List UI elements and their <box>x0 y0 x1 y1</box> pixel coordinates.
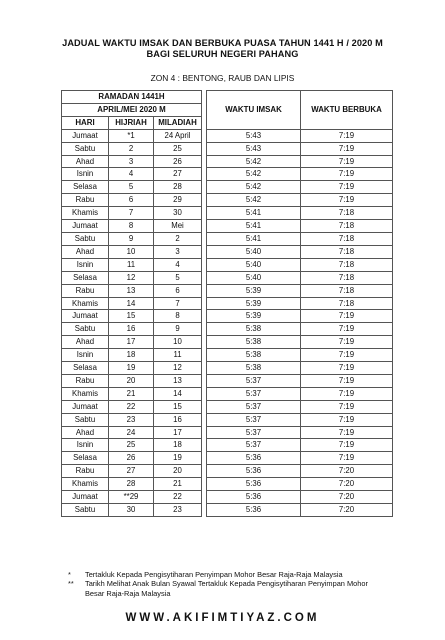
imsak-time-cell: 5:43 <box>207 142 301 155</box>
hari-header: HARI <box>62 116 109 129</box>
day-cell: Sabtu <box>62 142 109 155</box>
berbuka-time-cell: 7:19 <box>301 413 393 426</box>
miladiah-cell: 25 <box>154 142 202 155</box>
day-cell: Rabu <box>62 465 109 478</box>
hijriah-cell: 19 <box>109 362 154 375</box>
table-row <box>62 452 393 465</box>
berbuka-time-cell: 7:18 <box>301 232 393 245</box>
hijriah-cell: 28 <box>109 478 154 491</box>
month-header: APRIL/MEI 2020 M <box>62 103 202 116</box>
day-cell: Ahad <box>62 336 109 349</box>
day-cell: Selasa <box>62 181 109 194</box>
imsak-time-cell: 5:36 <box>207 478 301 491</box>
berbuka-time-cell: 7:19 <box>301 142 393 155</box>
table-row <box>62 155 393 168</box>
day-cell: Khamis <box>62 207 109 220</box>
table-row <box>62 310 393 323</box>
imsak-time-cell: 5:42 <box>207 168 301 181</box>
hijriah-cell: 18 <box>109 349 154 362</box>
footnote-mark: ** <box>68 579 74 589</box>
day-cell: Isnin <box>62 349 109 362</box>
table-row <box>62 297 393 310</box>
berbuka-time-cell: 7:19 <box>301 426 393 439</box>
imsak-time-cell: 5:36 <box>207 504 301 517</box>
table-row <box>62 284 393 297</box>
miladiah-cell: 12 <box>154 362 202 375</box>
miladiah-cell: 26 <box>154 155 202 168</box>
miladiah-cell: 29 <box>154 194 202 207</box>
imsak-time-cell: 5:36 <box>207 465 301 478</box>
table-row <box>62 168 393 181</box>
hijriah-cell: 9 <box>109 232 154 245</box>
hijriah-cell: 5 <box>109 181 154 194</box>
day-cell: Isnin <box>62 168 109 181</box>
day-cell: Isnin <box>62 439 109 452</box>
day-cell: Rabu <box>62 284 109 297</box>
hijriah-cell: 27 <box>109 465 154 478</box>
miladiah-cell: 22 <box>154 491 202 504</box>
miladiah-cell: 7 <box>154 297 202 310</box>
table-row <box>62 129 393 142</box>
imsak-time-cell: 5:41 <box>207 207 301 220</box>
miladiah-cell: 28 <box>154 181 202 194</box>
miladiah-cell: 14 <box>154 387 202 400</box>
hijriah-cell: 24 <box>109 426 154 439</box>
day-cell: Jumaat <box>62 220 109 233</box>
berbuka-time-cell: 7:18 <box>301 220 393 233</box>
hijriah-cell: *1 <box>109 129 154 142</box>
miladiah-cell: 24 April <box>154 129 202 142</box>
berbuka-time-cell: 7:19 <box>301 181 393 194</box>
footnote-text: Tarikh Melihat Anak Bulan Syawal Tertakluk Kepada Pengisytiharan Penyimpan Mohor Besar Raja-Raja Malaysia <box>85 579 368 598</box>
hijriah-cell: 7 <box>109 207 154 220</box>
hijriah-cell: 16 <box>109 323 154 336</box>
imsak-time-cell: 5:41 <box>207 220 301 233</box>
hijriah-cell: 25 <box>109 439 154 452</box>
footnote-mark: * <box>68 570 71 579</box>
hijriah-cell: 22 <box>109 400 154 413</box>
miladiah-cell: 2 <box>154 232 202 245</box>
miladiah-cell: 27 <box>154 168 202 181</box>
miladiah-cell: 6 <box>154 284 202 297</box>
day-cell: Sabtu <box>62 323 109 336</box>
day-cell: Khamis <box>62 297 109 310</box>
berbuka-time-cell: 7:19 <box>301 362 393 375</box>
hijriah-cell: 21 <box>109 387 154 400</box>
miladiah-cell: 18 <box>154 439 202 452</box>
imsak-time-cell: 5:37 <box>207 413 301 426</box>
table-row <box>62 362 393 375</box>
berbuka-time-cell: 7:19 <box>301 439 393 452</box>
zone-label: ZON 4 : BENTONG, RAUB DAN LIPIS <box>150 73 295 83</box>
imsak-time-cell: 5:38 <box>207 323 301 336</box>
imsak-time-cell: 5:37 <box>207 374 301 387</box>
table-row <box>62 194 393 207</box>
table-row <box>62 142 393 155</box>
footnotes <box>68 570 388 598</box>
website-footer: WWW.AKIFIMTIYAZ.COM <box>125 612 320 624</box>
miladiah-cell: Mei <box>154 220 202 233</box>
miladiah-cell: 19 <box>154 452 202 465</box>
hijriah-cell: 26 <box>109 452 154 465</box>
hijriah-cell: 15 <box>109 310 154 323</box>
miladiah-cell: 20 <box>154 465 202 478</box>
imsak-time-cell: 5:43 <box>207 129 301 142</box>
table-row <box>62 349 393 362</box>
imsak-time-cell: 5:42 <box>207 155 301 168</box>
miladiah-header: MILADIAH <box>154 116 202 129</box>
berbuka-time-cell: 7:20 <box>301 491 393 504</box>
table-row <box>62 465 393 478</box>
ramadan-header: RAMADAN 1441H <box>62 91 202 104</box>
hijriah-cell: 10 <box>109 245 154 258</box>
day-cell: Ahad <box>62 155 109 168</box>
imsak-time-cell: 5:39 <box>207 284 301 297</box>
table-row <box>62 336 393 349</box>
table-row <box>62 245 393 258</box>
table-row <box>62 181 393 194</box>
table-row <box>62 491 393 504</box>
imsak-time-cell: 5:38 <box>207 336 301 349</box>
miladiah-cell: 15 <box>154 400 202 413</box>
berbuka-time-cell: 7:19 <box>301 129 393 142</box>
document-subtitle: BAGI SELURUH NEGERI PAHANG <box>146 49 299 59</box>
berbuka-time-cell: 7:18 <box>301 297 393 310</box>
footnote <box>68 579 388 598</box>
table-row <box>62 258 393 271</box>
berbuka-time-cell: 7:19 <box>301 194 393 207</box>
hijriah-cell: **29 <box>109 491 154 504</box>
miladiah-cell: 9 <box>154 323 202 336</box>
miladiah-cell: 16 <box>154 413 202 426</box>
day-cell: Jumaat <box>62 400 109 413</box>
berbuka-header: WAKTU BERBUKA <box>301 91 393 130</box>
miladiah-cell: 5 <box>154 271 202 284</box>
miladiah-cell: 17 <box>154 426 202 439</box>
berbuka-time-cell: 7:19 <box>301 387 393 400</box>
day-cell: Jumaat <box>62 491 109 504</box>
berbuka-time-cell: 7:18 <box>301 258 393 271</box>
berbuka-time-cell: 7:19 <box>301 336 393 349</box>
hijriah-cell: 12 <box>109 271 154 284</box>
day-cell: Jumaat <box>62 310 109 323</box>
table-row <box>62 207 393 220</box>
table-row <box>62 439 393 452</box>
miladiah-cell: 30 <box>154 207 202 220</box>
imsak-time-cell: 5:38 <box>207 349 301 362</box>
berbuka-time-cell: 7:19 <box>301 452 393 465</box>
day-cell: Khamis <box>62 478 109 491</box>
day-cell: Rabu <box>62 374 109 387</box>
table-row <box>62 374 393 387</box>
day-cell: Sabtu <box>62 413 109 426</box>
berbuka-time-cell: 7:19 <box>301 155 393 168</box>
miladiah-cell: 21 <box>154 478 202 491</box>
hijriah-cell: 13 <box>109 284 154 297</box>
table-row <box>62 323 393 336</box>
day-cell: Jumaat <box>62 129 109 142</box>
imsak-time-cell: 5:37 <box>207 439 301 452</box>
table-row <box>62 387 393 400</box>
imsak-header: WAKTU IMSAK <box>207 91 301 130</box>
table-row <box>62 271 393 284</box>
hijriah-cell: 11 <box>109 258 154 271</box>
miladiah-cell: 8 <box>154 310 202 323</box>
day-cell: Isnin <box>62 258 109 271</box>
table-row <box>62 413 393 426</box>
miladiah-cell: 11 <box>154 349 202 362</box>
berbuka-time-cell: 7:19 <box>301 349 393 362</box>
day-cell: Selasa <box>62 362 109 375</box>
hijriah-cell: 6 <box>109 194 154 207</box>
berbuka-time-cell: 7:18 <box>301 207 393 220</box>
berbuka-time-cell: 7:19 <box>301 323 393 336</box>
hijriah-cell: 14 <box>109 297 154 310</box>
table-row <box>62 232 393 245</box>
berbuka-time-cell: 7:20 <box>301 504 393 517</box>
day-cell: Khamis <box>62 387 109 400</box>
imsak-time-cell: 5:37 <box>207 387 301 400</box>
berbuka-time-cell: 7:18 <box>301 245 393 258</box>
berbuka-time-cell: 7:20 <box>301 478 393 491</box>
day-cell: Ahad <box>62 245 109 258</box>
hijriah-cell: 17 <box>109 336 154 349</box>
imsak-time-cell: 5:36 <box>207 452 301 465</box>
day-cell: Sabtu <box>62 232 109 245</box>
hijriah-cell: 3 <box>109 155 154 168</box>
document-title: JADUAL WAKTU IMSAK DAN BERBUKA PUASA TAHUN 1441 H / 2020 M <box>62 38 383 48</box>
table-row <box>62 504 393 517</box>
imsak-time-cell: 5:40 <box>207 271 301 284</box>
berbuka-time-cell: 7:20 <box>301 465 393 478</box>
footnote <box>68 570 388 579</box>
imsak-time-cell: 5:38 <box>207 362 301 375</box>
miladiah-cell: 13 <box>154 374 202 387</box>
hijriah-cell: 20 <box>109 374 154 387</box>
miladiah-cell: 4 <box>154 258 202 271</box>
imsak-time-cell: 5:41 <box>207 232 301 245</box>
berbuka-time-cell: 7:19 <box>301 310 393 323</box>
miladiah-cell: 10 <box>154 336 202 349</box>
hijriah-cell: 23 <box>109 413 154 426</box>
imsak-time-cell: 5:40 <box>207 245 301 258</box>
imsak-time-cell: 5:39 <box>207 297 301 310</box>
berbuka-time-cell: 7:18 <box>301 271 393 284</box>
day-cell: Sabtu <box>62 504 109 517</box>
day-cell: Ahad <box>62 426 109 439</box>
imsak-time-cell: 5:42 <box>207 194 301 207</box>
hijriah-cell: 8 <box>109 220 154 233</box>
berbuka-time-cell: 7:19 <box>301 168 393 181</box>
table-row <box>62 400 393 413</box>
imsak-time-cell: 5:36 <box>207 491 301 504</box>
berbuka-time-cell: 7:19 <box>301 374 393 387</box>
imsak-time-cell: 5:40 <box>207 258 301 271</box>
imsak-time-cell: 5:39 <box>207 310 301 323</box>
day-cell: Rabu <box>62 194 109 207</box>
imsak-time-cell: 5:42 <box>207 181 301 194</box>
hijriah-header: HIJRIAH <box>109 116 154 129</box>
imsak-time-cell: 5:37 <box>207 426 301 439</box>
miladiah-cell: 3 <box>154 245 202 258</box>
table-row <box>62 220 393 233</box>
table-row <box>62 426 393 439</box>
day-cell: Selasa <box>62 271 109 284</box>
schedule-table <box>61 90 393 517</box>
berbuka-time-cell: 7:19 <box>301 400 393 413</box>
day-cell: Selasa <box>62 452 109 465</box>
table-row <box>62 478 393 491</box>
schedule-body <box>62 129 393 516</box>
hijriah-cell: 30 <box>109 504 154 517</box>
footnote-text: Tertakluk Kepada Pengisytiharan Penyimpan Mohor Besar Raja-Raja Malaysia <box>85 570 343 579</box>
miladiah-cell: 23 <box>154 504 202 517</box>
hijriah-cell: 4 <box>109 168 154 181</box>
imsak-time-cell: 5:37 <box>207 400 301 413</box>
hijriah-cell: 2 <box>109 142 154 155</box>
berbuka-time-cell: 7:18 <box>301 284 393 297</box>
